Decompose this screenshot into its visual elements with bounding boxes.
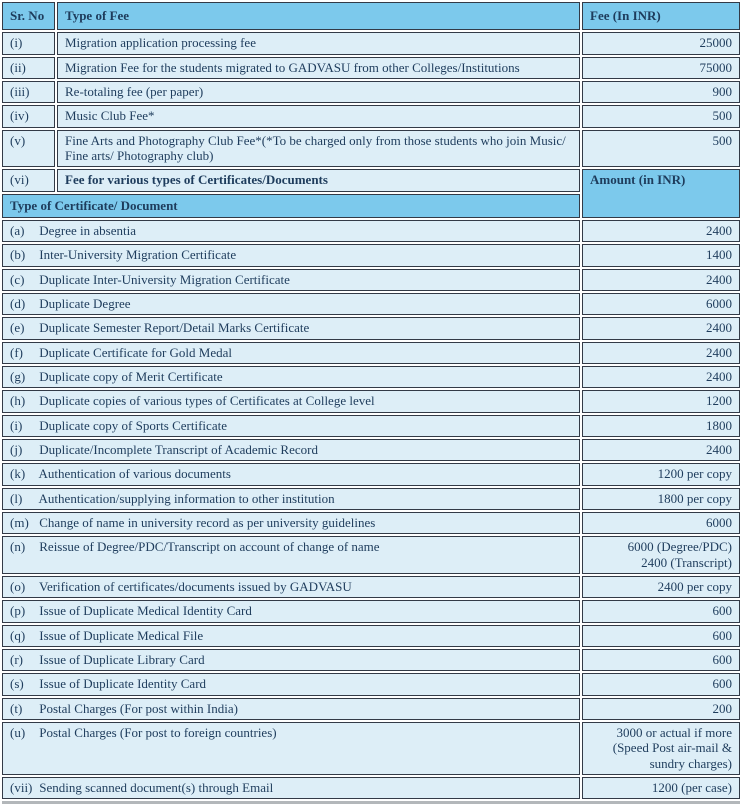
- table-row: [2, 293, 740, 315]
- table-row: [2, 536, 740, 574]
- row-fee-cell: 3000 or actual if more (Speed Post air-mail & sundry charges): [582, 722, 740, 775]
- row-fee-cell: 1400: [582, 244, 740, 266]
- section-header-cell: Type of Certificate/ Document: [2, 194, 580, 218]
- row-fee-cell: 900: [582, 81, 740, 103]
- row-description-text: Inter-University Migration Certificate: [39, 247, 237, 263]
- row-fee-cell: 2400: [582, 342, 740, 364]
- row-description-text: Issue of Duplicate Library Card: [39, 651, 205, 667]
- row-sr-label: (h): [10, 393, 26, 409]
- row-description-cell: [2, 722, 580, 775]
- row-fee-cell: 6000: [582, 512, 740, 534]
- row-description-text: Duplicate Semester Report/Detail Marks Certificate: [39, 320, 310, 336]
- row-description-cell: [2, 390, 580, 412]
- row-fee-cell: 1200: [582, 390, 740, 412]
- row-description-cell: [2, 576, 580, 598]
- row-description-cell: [2, 649, 580, 671]
- row-description-cell: [2, 463, 580, 485]
- row-description-cell: [2, 244, 580, 266]
- row-sr-label: (b): [10, 247, 26, 263]
- row-description-text: Issue of Duplicate Medical File: [39, 627, 204, 643]
- row-description-text: Issue of Duplicate Medical Identity Card: [39, 603, 252, 619]
- row-sr-label: (g): [10, 368, 26, 384]
- row-sr-label: (m): [10, 514, 29, 530]
- table-row: [2, 57, 740, 79]
- row-fee-cell: 2400 per copy: [582, 576, 740, 598]
- row-sr-label: (n): [10, 539, 26, 555]
- row-fee-cell: 25000: [582, 32, 740, 54]
- row-description-text: Reissue of Degree/PDC/Transcript on account of change of name: [39, 539, 380, 555]
- row-description-cell: [2, 439, 580, 461]
- row-sr-cell: (i): [2, 32, 55, 54]
- row-description-cell: Music Club Fee*: [57, 105, 580, 127]
- row-description-cell: Fine Arts and Photography Club Fee*(*To be charged only from those students who join Music/ Fine arts/ Photography club): [57, 130, 580, 168]
- row-description-cell: [2, 342, 580, 364]
- row-fee-cell: 500: [582, 130, 740, 168]
- col-header-fee-inr: Fee (In INR): [582, 2, 740, 30]
- row-description-text: Degree in absentia: [39, 222, 136, 238]
- col-header-sr-no: Sr. No: [2, 2, 55, 30]
- table-row: [2, 220, 740, 242]
- table-row: [2, 463, 740, 485]
- row-sr-label: (i): [10, 417, 23, 433]
- row-sr-label: (q): [10, 627, 26, 643]
- table-row: [2, 269, 740, 291]
- table-row: [2, 576, 740, 598]
- row-description-cell: [2, 777, 580, 799]
- row-fee-cell: 1200 (per case): [582, 777, 740, 799]
- row-sr-cell: (iii): [2, 81, 55, 103]
- row-fee-cell: 2400: [582, 220, 740, 242]
- row-description-cell: [2, 625, 580, 647]
- row-fee-cell: 600: [582, 625, 740, 647]
- row-sr-label: (a): [10, 222, 25, 238]
- table-header-row: [2, 2, 740, 30]
- row-description-cell: Fee for various types of Certificates/Documents: [57, 169, 580, 191]
- row-fee-cell: 6000 (Degree/PDC) 2400 (Transcript): [582, 536, 740, 574]
- table-row: [2, 130, 740, 168]
- table-row: [2, 244, 740, 266]
- amount-header-cell: Amount (in INR): [582, 169, 740, 218]
- row-description-cell: [2, 317, 580, 339]
- row-description-text: Duplicate Certificate for Gold Medal: [39, 344, 233, 360]
- row-sr-label: (s): [10, 676, 24, 692]
- row-description-cell: [2, 366, 580, 388]
- table-row: [2, 488, 740, 510]
- row-sr-label: (f): [10, 344, 23, 360]
- row-description-cell: [2, 512, 580, 534]
- row-description-cell: [2, 220, 580, 242]
- row-description-cell: [2, 600, 580, 622]
- row-description-text: Verification of certificates/documents issued by GADVASU: [39, 578, 352, 594]
- row-sr-label: (c): [10, 271, 25, 287]
- row-description-cell: [2, 293, 580, 315]
- row-description-text: Duplicate/Incomplete Transcript of Academic Record: [39, 441, 318, 457]
- row-sr-label: (p): [10, 603, 26, 619]
- row-fee-cell: 1800 per copy: [582, 488, 740, 510]
- row-description-cell: [2, 698, 580, 720]
- row-fee-cell: 1800: [582, 415, 740, 437]
- row-sr-label: (r): [10, 651, 23, 667]
- row-sr-label: (k): [10, 466, 26, 482]
- row-description-text: Postal Charges (For post within India): [39, 700, 238, 716]
- table-row: [2, 105, 740, 127]
- row-description-cell: [2, 536, 580, 574]
- row-description-text: Duplicate Inter-University Migration Certificate: [39, 271, 290, 287]
- row-sr-cell: (v): [2, 130, 55, 168]
- row-description-cell: [2, 415, 580, 437]
- table-row: [2, 81, 740, 103]
- row-description-cell: Migration application processing fee: [57, 32, 580, 54]
- table-body: [2, 32, 740, 799]
- row-fee-cell: 2400: [582, 366, 740, 388]
- row-sr-label: (o): [10, 578, 26, 594]
- row-sr-label: (t): [10, 700, 23, 716]
- table-row: [2, 439, 740, 461]
- row-fee-cell: 600: [582, 649, 740, 671]
- row-fee-cell: 500: [582, 105, 740, 127]
- row-description-text: Duplicate Degree: [39, 295, 131, 311]
- table-row-certificates-heading: [2, 169, 740, 191]
- row-fee-cell: 2400: [582, 317, 740, 339]
- table-row: [2, 673, 740, 695]
- row-description-cell: [2, 269, 580, 291]
- table-row: [2, 600, 740, 622]
- row-description-text: Authentication of various documents: [38, 466, 231, 482]
- table-row: [2, 698, 740, 720]
- row-sr-cell: (ii): [2, 57, 55, 79]
- row-sr-label: (e): [10, 320, 25, 336]
- row-description-cell: [2, 673, 580, 695]
- row-sr-cell: (iv): [2, 105, 55, 127]
- row-fee-cell: 600: [582, 673, 740, 695]
- row-description-text: Duplicate copies of various types of Certificates at College level: [39, 393, 375, 409]
- row-description-text: Issue of Duplicate Identity Card: [39, 676, 207, 692]
- table-row: [2, 512, 740, 534]
- table-row: [2, 32, 740, 54]
- row-sr-label: (u): [10, 724, 26, 740]
- table-row: [2, 722, 740, 775]
- row-fee-cell: 6000: [582, 293, 740, 315]
- row-sr-label: (j): [10, 441, 23, 457]
- table-row: [2, 649, 740, 671]
- row-description-text: Sending scanned document(s) through Email: [39, 779, 274, 795]
- table-row: [2, 390, 740, 412]
- row-sr-label: (vii): [10, 779, 33, 795]
- row-description-text: Authentication/supplying information to other institution: [38, 490, 335, 506]
- row-description-cell: Re-totaling fee (per paper): [57, 81, 580, 103]
- row-fee-cell: 1200 per copy: [582, 463, 740, 485]
- row-fee-cell: 2400: [582, 269, 740, 291]
- table-row: [2, 342, 740, 364]
- table-row: [2, 415, 740, 437]
- table-row: [2, 366, 740, 388]
- table-row: [2, 625, 740, 647]
- row-fee-cell: 600: [582, 600, 740, 622]
- row-description-cell: Migration Fee for the students migrated to GADVASU from other Colleges/Institutions: [57, 57, 580, 79]
- table-row: [2, 777, 740, 799]
- row-description-text: Change of name in university record as per university guidelines: [39, 514, 376, 530]
- row-description-text: Duplicate copy of Merit Certificate: [39, 368, 223, 384]
- row-description-text: Duplicate copy of Sports Certificate: [39, 417, 227, 433]
- row-fee-cell: 75000: [582, 57, 740, 79]
- row-sr-label: (l): [10, 490, 23, 506]
- row-description-cell: [2, 488, 580, 510]
- row-fee-cell: 2400: [582, 439, 740, 461]
- row-fee-cell: 200: [582, 698, 740, 720]
- row-description-text: Postal Charges (For post to foreign countries): [39, 724, 277, 740]
- col-header-type-of-fee: Type of Fee: [57, 2, 580, 30]
- row-sr-cell: (vi): [2, 169, 55, 191]
- table-row: [2, 317, 740, 339]
- row-sr-label: (d): [10, 295, 26, 311]
